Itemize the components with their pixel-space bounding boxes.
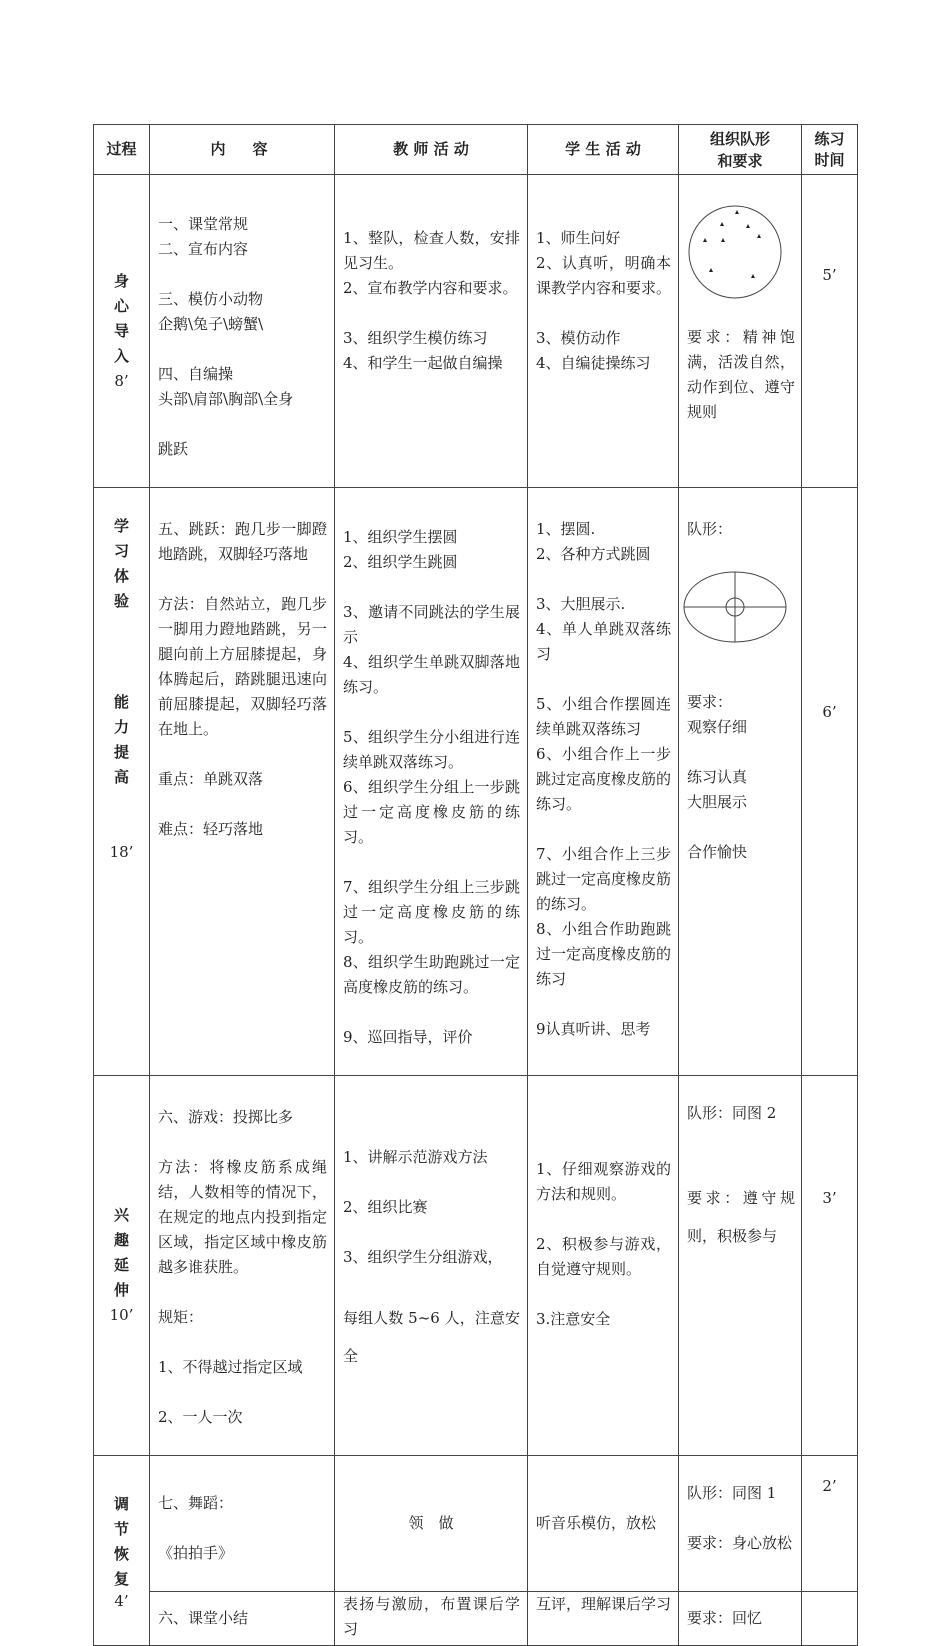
process-game: 兴 趣 延 伸 10’ (94, 1076, 150, 1456)
student-learning: 1、摆圆. 2、各种方式跳圆 3、大胆展示. 4、单人单跳双落练习 5、小组合作摆圆连续单跳双落练习 6、小组合作上一步跳过定高度橡皮筋的练习。 7、小组合作上三步跳过一定高度橡皮筋的练习。 8、小组合作助跑跳过一定高度橡皮筋的练习 9认真听讲、思考 (528, 488, 679, 1076)
student-game: 1、仔细观察游戏的方法和规则。 2、积极参与游戏，自觉遵守规则。 3.注意安全 (528, 1076, 679, 1456)
org-warmup: 要求：精神饱满，活泼自然，动作到位、遵守规则 (679, 175, 802, 488)
row-game (94, 1076, 858, 1456)
teacher-warmup: 1、整队，检查人数，安排见习生。 2、宣布教学内容和要求。 3、组织学生模仿练习 4、和学生一起做自编操 (335, 175, 528, 488)
row-learning (94, 488, 858, 1076)
time-game: 3’ (802, 1076, 858, 1456)
header-org: 组织队形 和要求 (679, 125, 802, 175)
org-game: 队形：同图 2 要求：遵守规则，积极参与 (679, 1076, 802, 1456)
student-dance: 听音乐模仿，放松 (528, 1456, 679, 1592)
row-dance (94, 1456, 858, 1592)
content-game: 六、游戏：投掷比多 方法：将橡皮筋系成绳结，人数相等的情况下，在规定的地点内投到指定区域，指定区域中橡皮筋越多谁获胜。 规矩： 1、不得越过指定区域 2、一人一次 (150, 1076, 335, 1456)
header-student: 学 生 活 动 (528, 125, 679, 175)
time-warmup: 5’ (802, 175, 858, 488)
content-dance: 七、舞蹈： 《拍拍手》 (150, 1456, 335, 1592)
content-summary: 六、课堂小结 (150, 1592, 335, 1646)
org-summary: 要求：回忆 (679, 1592, 802, 1646)
time-learning: 6’ (802, 488, 858, 1076)
header-process: 过程 (94, 125, 150, 175)
process-warmup: 身 心 导 入 8’ (94, 175, 150, 488)
teacher-summary: 表扬与激励，布置课后学习 (335, 1592, 528, 1646)
time-dance: 2’ (802, 1456, 858, 1592)
process-recovery: 调 节 恢 复 4’ (94, 1456, 150, 1646)
row-summary (94, 1592, 858, 1646)
formation-circle-diagram (687, 204, 787, 300)
formation-oval-diagram (683, 571, 789, 643)
student-warmup: 1、师生问好 2、认真听，明确本课教学内容和要求。 3、模仿动作 4、自编徒操练习 (528, 175, 679, 488)
header-time: 练习 时间 (802, 125, 858, 175)
header-row (94, 125, 858, 175)
header-teacher: 教 师 活 动 (335, 125, 528, 175)
teacher-learning: 1、组织学生摆圆 2、组织学生跳圆 3、邀请不同跳法的学生展示 4、组织学生单跳双脚落地练习。 5、组织学生分小组进行连续单跳双落练习。 6、组织学生分组上一步跳过一定高度橡皮筋的练习。 7、组织学生分组上三步跳过一定高度橡皮筋的练习。 8、组织学生助跑跳过一定高度橡皮筋的练习。 9、巡回指导，评价 (335, 488, 528, 1076)
row-warmup (94, 175, 858, 488)
time-summary (802, 1592, 858, 1646)
org-learning: 队形： 要求： 观察仔细 练习认真 大胆展示 合作愉快 (679, 488, 802, 1076)
student-summary: 互评，理解课后学习 (528, 1592, 679, 1646)
org-dance: 队形：同图 1 要求：身心放松 (679, 1456, 802, 1592)
teacher-dance: 领 做 (335, 1456, 528, 1592)
content-learning: 五、跳跃：跑几步一脚蹬地踏跳，双脚轻巧落地 方法：自然站立，跑几步一脚用力蹬地踏跳，另一腿向前上方屈膝提起，身体腾起后，踏跳腿迅速向前屈膝提起，双脚轻巧落在地上。 重点：单跳双落 难点：轻巧落地 (150, 488, 335, 1076)
content-warmup: 一、课堂常规 二、宣布内容 三、模仿小动物 企鹅\兔子\螃蟹\ 四、自编操 头部\肩部\胸部\全身 跳跃 (150, 175, 335, 488)
process-learning: 学 习 体 验 能 力 提 高 18’ (94, 488, 150, 1076)
header-content: 内 容 (150, 125, 335, 175)
lesson-plan-table (93, 124, 858, 1646)
teacher-game: 1、讲解示范游戏方法 2、组织比赛 3、组织学生分组游戏， 每组人数 5~6 人，注意安全 (335, 1076, 528, 1456)
